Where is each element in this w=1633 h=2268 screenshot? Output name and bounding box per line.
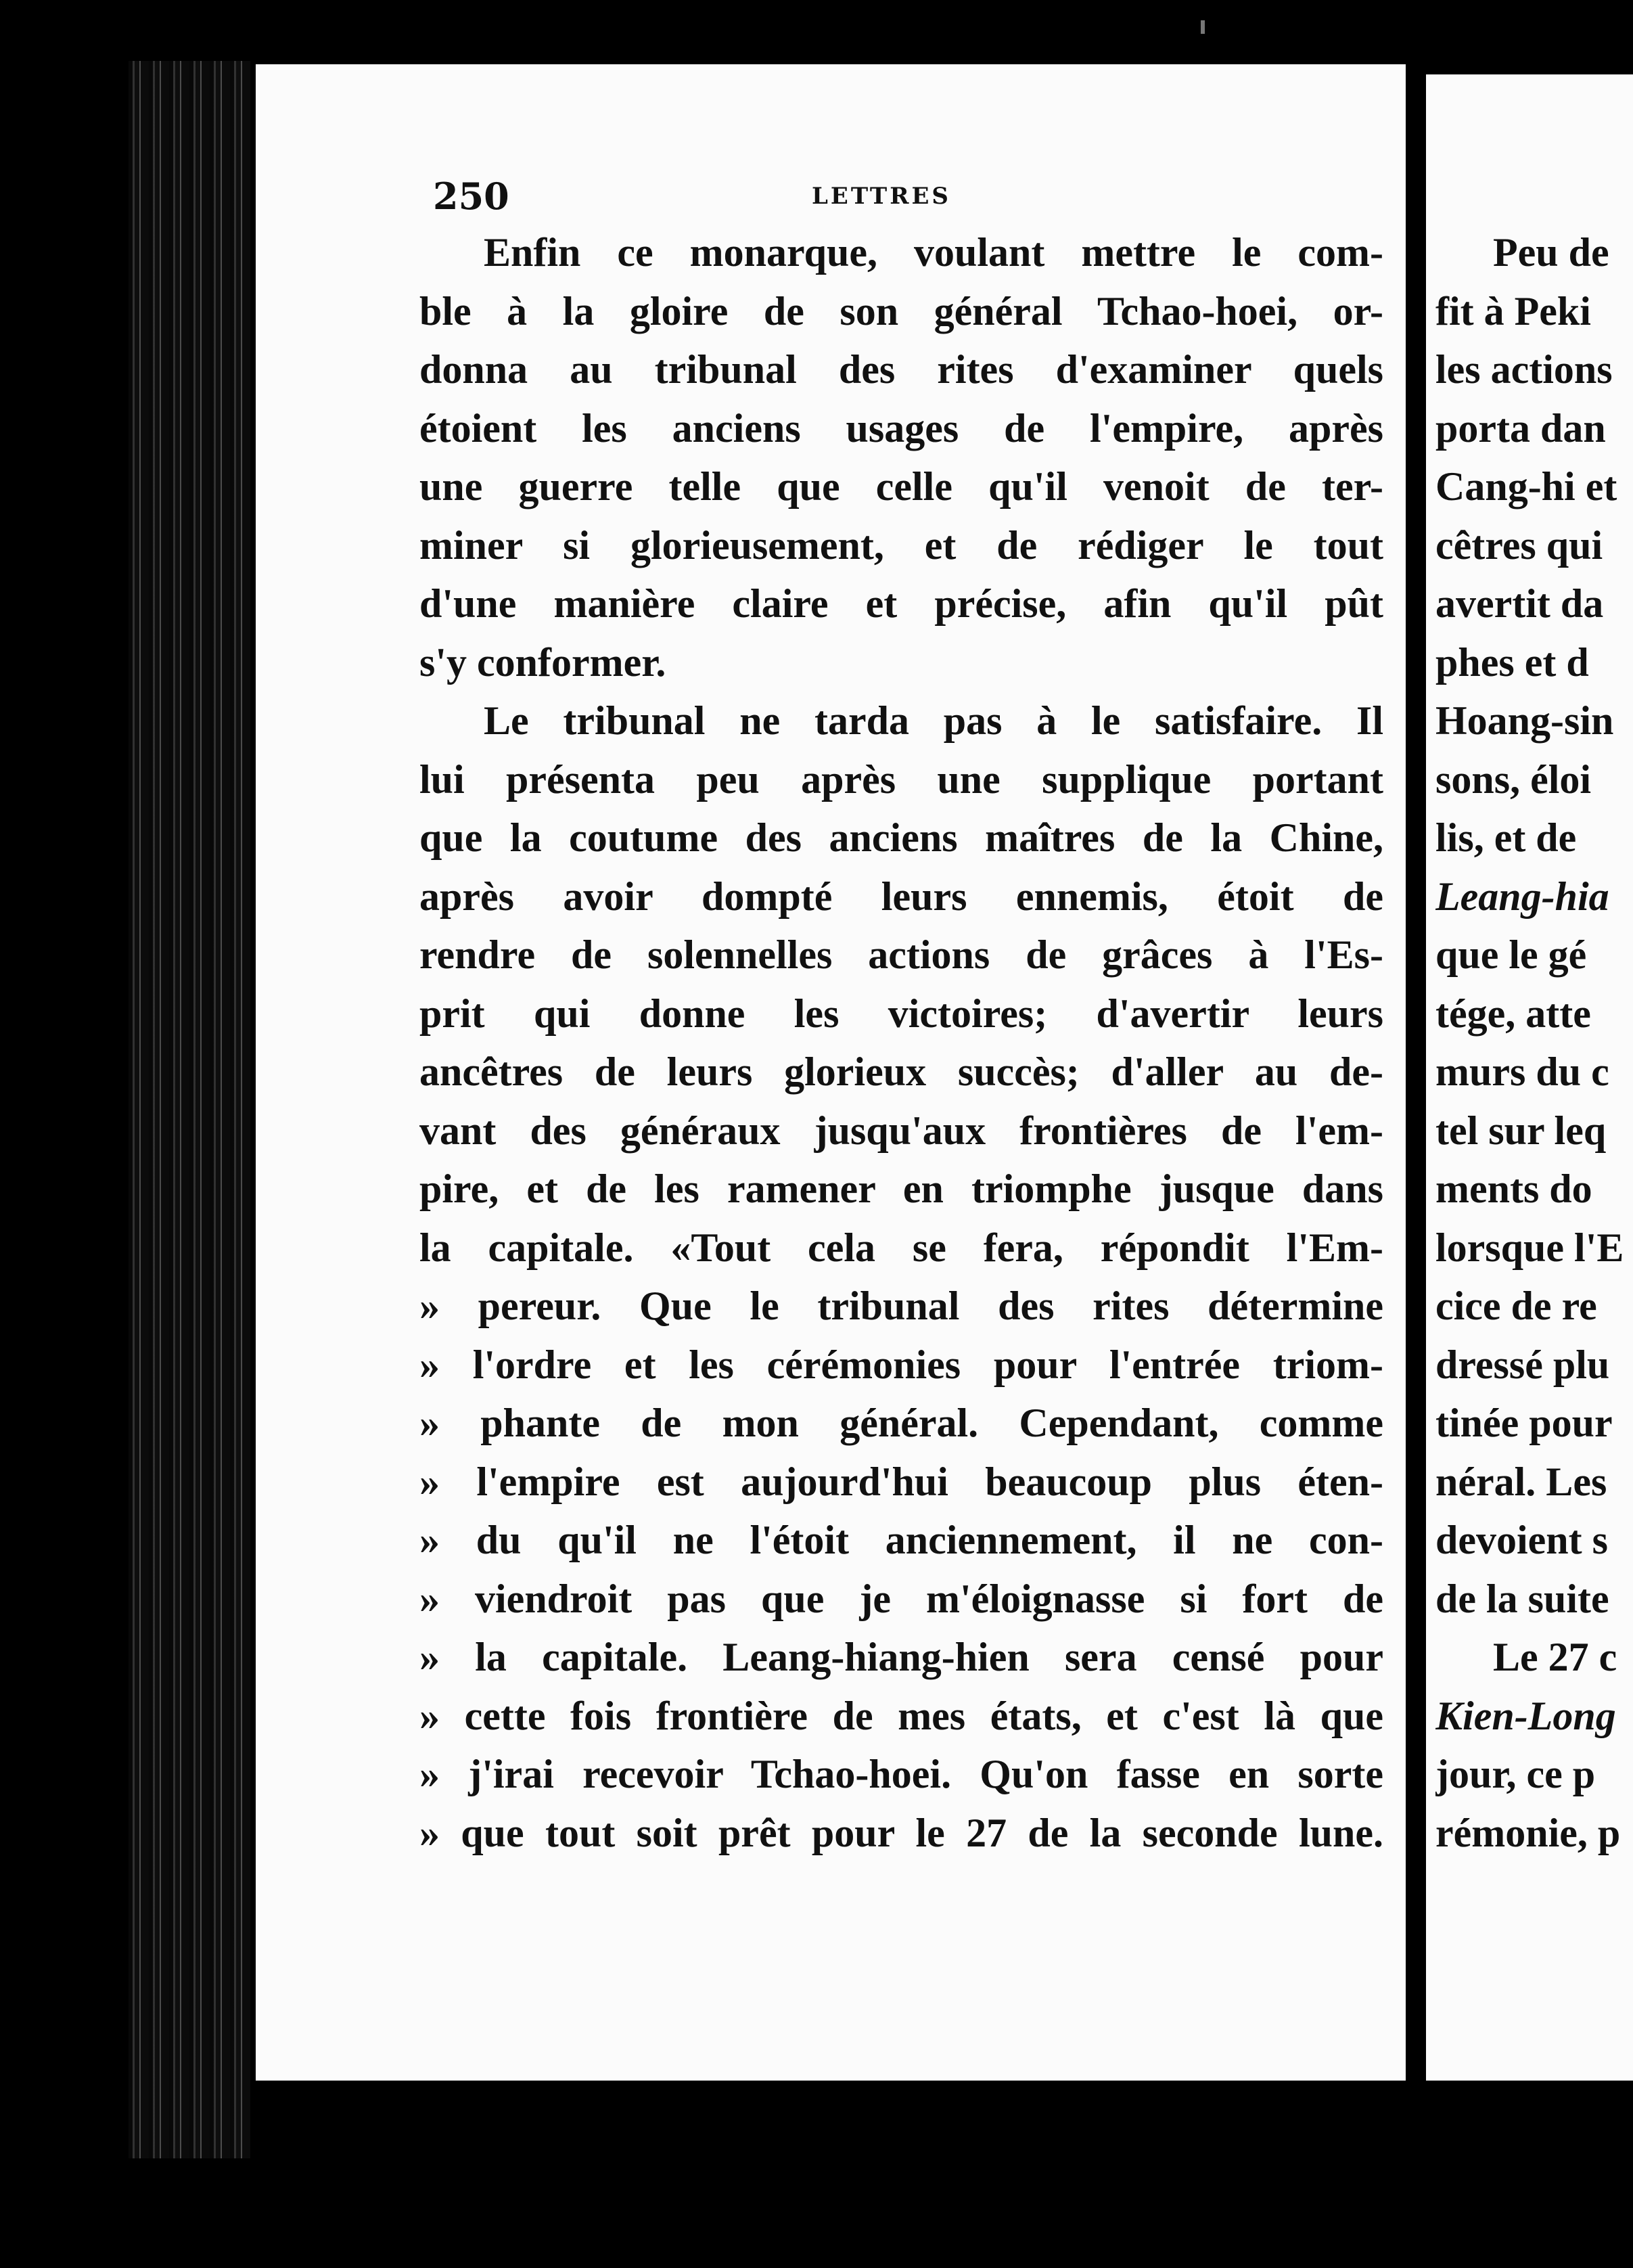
text-line: tel sur leq [1435,1108,1607,1153]
text-line: tinée pour [1435,1401,1613,1445]
text-line: cice de re [1435,1284,1597,1328]
text-line: les actions [1435,347,1613,392]
main-text-block [419,223,1383,1862]
text-line: la capitale. «Tout cela se fera, répondit l'Em- [419,1225,1383,1270]
text-line: donna au tribunal des rites d'examiner quels [419,347,1383,392]
text-line: une guerre telle que celle qu'il venoit de ter- [419,464,1383,509]
text-line: phes et d [1435,639,1589,685]
text-line: Enfin ce monarque, voulant mettre le com- [484,230,1383,275]
text-line: rendre de solennelles actions de grâces à l'Es- [419,932,1383,977]
text-line: ments do [1435,1166,1592,1211]
right-page-text [1435,223,1633,1862]
text-line: » du qu'il ne l'étoit anciennement, il ne con- [419,1518,1383,1562]
text-line: devoient s [1435,1518,1608,1562]
book-spine-edge [129,61,250,2158]
text-line: » viendroit pas que je m'éloignasse si fort de [419,1576,1383,1621]
text-line: d'une manière claire et précise, afin qu'il pût [419,581,1383,626]
page-number: 250 [433,175,509,218]
text-line: néral. Les [1435,1459,1607,1504]
text-line: » que tout soit prêt pour le 27 de la seconde lune. [419,1810,1383,1855]
text-line: lis, et de [1435,815,1577,860]
text-line: » j'irai recevoir Tchao-hoei. Qu'on fasse en sorte [419,1752,1383,1796]
text-line: tége, atte [1435,991,1591,1036]
text-line: dressé plu [1435,1342,1610,1387]
text-line: » la capitale. Leang-hiang-hien sera censé pour [419,1635,1383,1679]
page-gutter [1406,64,1426,2081]
text-line: Kien-Long [1435,1693,1616,1738]
text-line: » l'ordre et les cérémonies pour l'entrée triom- [419,1342,1383,1387]
text-line: miner si glorieusement, et de rédiger le tout [419,522,1383,568]
text-line: avertit da [1435,581,1604,626]
text-line: » phante de mon général. Cependant, comme [419,1401,1383,1445]
text-line: étoient les anciens usages de l'empire, après [419,405,1383,451]
text-line: Leang-hia [1435,874,1609,919]
text-line: Le tribunal ne tarda pas à le satisfaire. Il [484,698,1383,743]
text-line: Peu de [1493,230,1609,275]
text-line: ancêtres de leurs glorieux succès; d'aller au de- [419,1049,1383,1094]
text-line: lui présenta peu après une supplique portant [419,756,1383,802]
text-line: de la suite [1435,1576,1609,1621]
text-line: » cette fois frontière de mes états, et c'est là que [419,1693,1383,1738]
text-line: fit à Peki [1435,288,1591,334]
text-line: porta dan [1435,405,1606,451]
text-line: murs du c [1435,1049,1609,1094]
text-line: après avoir dompté leurs ennemis, étoit de [419,874,1383,919]
page-header [433,175,1380,222]
text-line: » pereur. Que le tribunal des rites détermine [419,1284,1383,1328]
text-line: ble à la gloire de son général Tchao-hoei, or- [419,288,1383,334]
text-line: prit qui donne les victoires; d'avertir leurs [419,991,1383,1036]
text-line: que le gé [1435,932,1587,977]
text-line: cêtres qui [1435,522,1603,568]
text-line: jour, ce p [1435,1752,1596,1796]
text-line: » l'empire est aujourd'hui beaucoup plus éten- [419,1459,1383,1504]
scan-mark [1201,20,1205,34]
text-line: rémonie, p [1435,1810,1621,1855]
text-line: Cang-hi et [1435,464,1617,509]
text-line: Le 27 c [1493,1635,1617,1679]
text-line: sons, éloi [1435,756,1592,802]
text-line: Hoang-sin [1435,698,1614,743]
text-line: s'y conformer. [419,639,666,685]
text-line: lorsque l'E [1435,1225,1624,1270]
text-line: pire, et de les ramener en triomphe jusque dans [419,1166,1383,1211]
text-line: que la coutume des anciens maîtres de la Chine, [419,815,1383,860]
text-line: vant des généraux jusqu'aux frontières de l'em- [419,1108,1383,1153]
running-title: LETTRES [812,183,951,210]
